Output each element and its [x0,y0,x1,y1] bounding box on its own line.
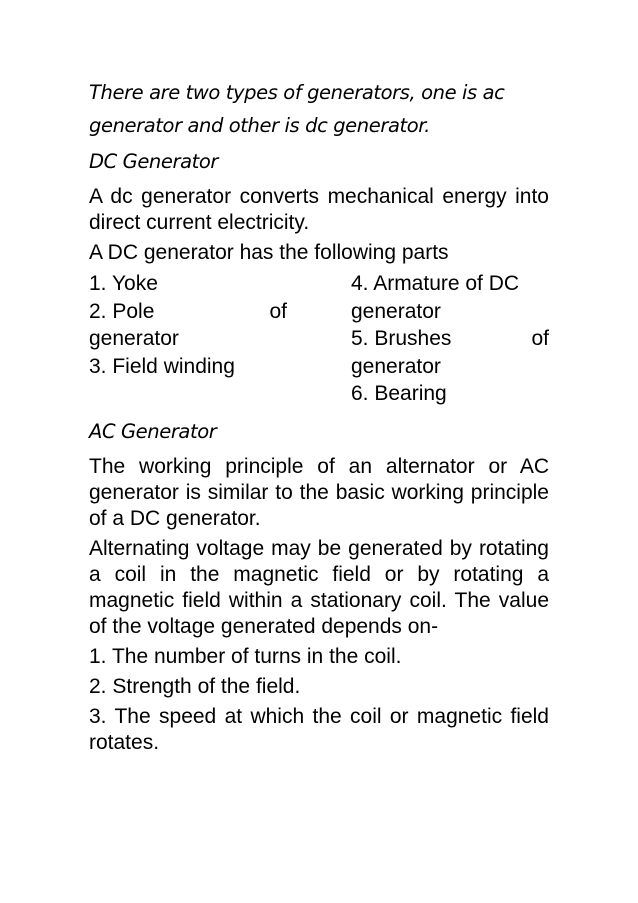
dc-parts-list [89,270,549,408]
ac-factor-2: 2. Strength of the field. [89,674,301,698]
intro-block [89,76,549,142]
part-armature: 4. Armature of DC [351,272,520,295]
part-brushes-label: 5. Brushes [351,327,452,350]
ac-alternating-voltage: Alternating voltage may be generated by rotating a coil in the magnetic field or by rotating a magnetic field within a stationary coil. The value of the voltage generated depends on- [89,536,549,638]
part-pole-label: 2. Pole [89,299,155,323]
ac-working-principle: The working principle of an alternator or AC generator is similar to the basic working principle of a DC generator. [89,454,549,530]
part-field-winding: 3. Field winding [89,354,235,378]
intro-line-2: generator and other is dc generator. [89,114,430,137]
ac-factor-1: 1. The number of turns in the coil. [89,644,402,668]
part-pole [89,298,287,353]
part-brushes [351,325,549,353]
part-pole-generator: generator [89,327,179,350]
document-page [89,76,549,756]
part-bearing: 6. Bearing [351,382,447,405]
ac-generator-heading: AC Generator [89,419,217,443]
part-pole-of: of [269,299,287,323]
ac-factor-3: 3. The speed at which the coil or magnetic field rotates. [89,704,549,754]
part-brushes-generator: generator [351,354,441,378]
dc-parts-right-column [351,270,549,408]
dc-generator-parts-intro: A DC generator has the following parts [89,241,449,264]
part-yoke: 1. Yoke [89,272,158,295]
dc-generator-heading: DC Generator [89,150,219,173]
part-armature-generator: generator [351,299,441,323]
intro-line-1: There are two types of generators, one is ac [89,81,505,104]
dc-parts-left-column [89,270,287,408]
dc-generator-definition: A dc generator converts mechanical energy into direct current electricity. [89,185,549,234]
part-brushes-of: of [531,327,549,350]
